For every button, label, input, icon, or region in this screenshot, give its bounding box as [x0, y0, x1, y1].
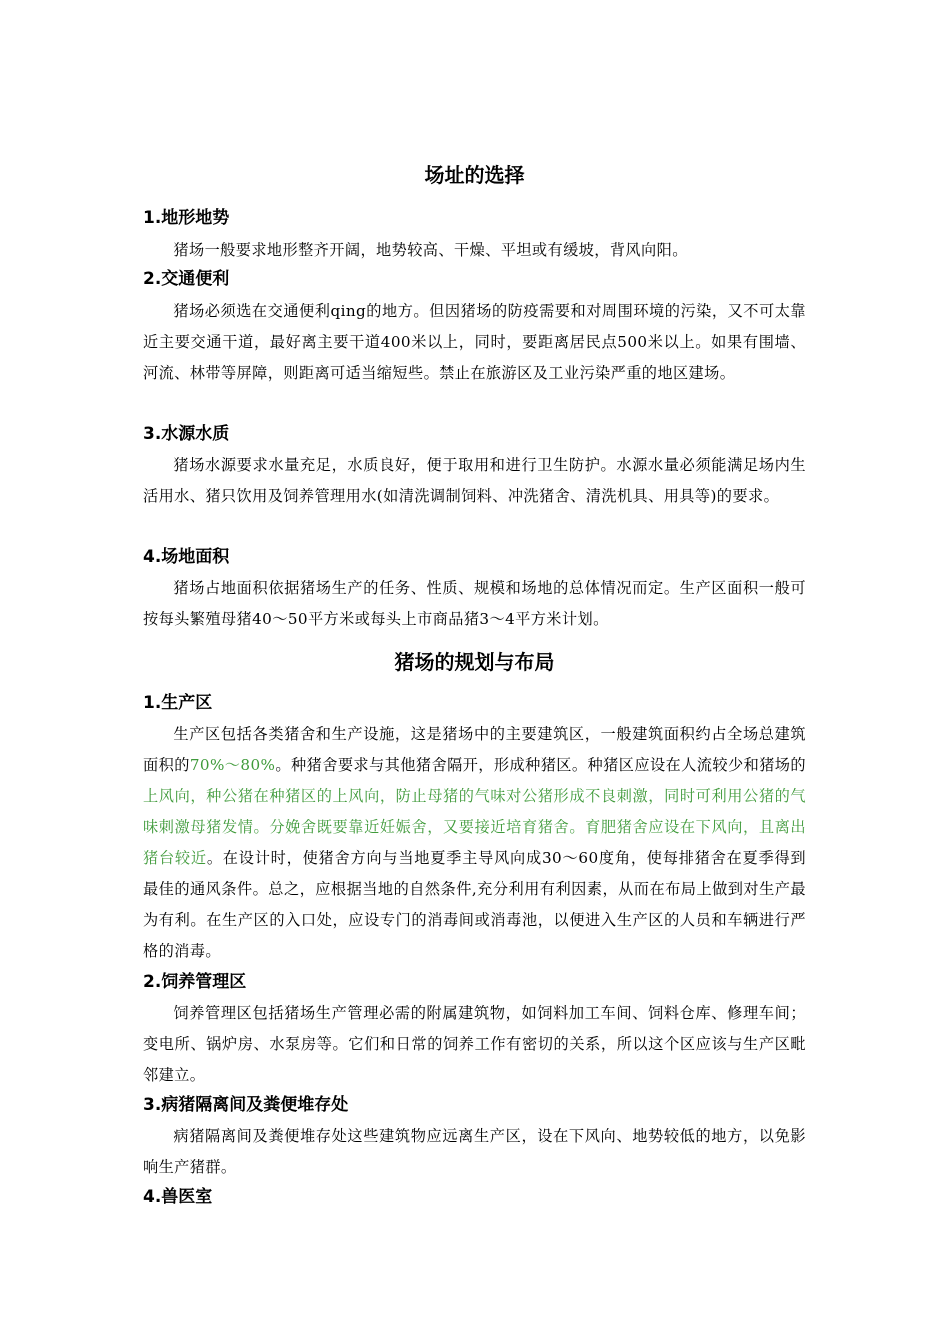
highlight-text: 上风向，种公猪在种猪区的上风向，防止母猪的气味对公猪形成不良刺激，同时可利用公猪的气味刺激母猪发情。分娩舍既要靠近妊娠舍，又要接近培育猪舍。育肥猪舍应设在下风向，且离出猪台较近	[143, 787, 806, 867]
heading-production-zone: 1.生产区	[143, 693, 213, 713]
paragraph-production-zone	[143, 719, 806, 967]
text-segment: 。在设计时，使猪舍方向与当地夏季主导风向成30～60度角，使每排猪舍在夏季得到最佳的通风条件。总之，应根据当地的自然条件,充分利用有利因素，从而在布局上做到对生产最为有利。在生产区的入口处，应设专门的消毒间或消毒池，以便进入生产区的人员和车辆进行严格的消毒。	[143, 849, 806, 960]
heading-water-source: 3.水源水质	[143, 424, 230, 444]
heading-site-area: 4.场地面积	[143, 547, 230, 567]
heading-management-zone: 2.饲养管理区	[143, 972, 247, 992]
text-segment: 生产区包括各类猪舍和生产设施，这是猪场中的主要建筑区，一般建筑面积约占全场总建筑面积的	[143, 725, 806, 774]
heading-transport: 2.交通便利	[143, 269, 230, 289]
section-title-site-selection: 场址的选择	[424, 163, 525, 187]
paragraph-management-zone: 饲养管理区包括猪场生产管理必需的附属建筑物，如饲料加工车间、饲料仓库、修理车间；变电所、锅炉房、水泵房等。它们和日常的饲养工作有密切的关系，所以这个区应该与生产区毗邻建立。	[143, 1004, 806, 1084]
paragraph-site-area: 猪场占地面积依据猪场生产的任务、性质、规模和场地的总体情况而定。生产区面积一般可按每头繁殖母猪40～50平方米或每头上市商品猪3～4平方米计划。	[143, 579, 806, 628]
paragraph-isolation-manure: 病猪隔离间及粪便堆存处这些建筑物应远离生产区，设在下风向、地势较低的地方，以免影响生产猪群。	[143, 1127, 806, 1176]
paragraph-terrain: 猪场一般要求地形整齐开阔，地势较高、干燥、平坦或有缓坡，背风向阳。	[173, 241, 688, 259]
paragraph-water-source: 猪场水源要求水量充足，水质良好，便于取用和进行卫生防护。水源水量必须能满足场内生活用水、猪只饮用及饲养管理用水(如清洗调制饲料、冲洗猪舍、清洗机具、用具等)的要求。	[143, 456, 806, 505]
highlight-text: 70%～80%	[189, 756, 276, 774]
heading-veterinary-room: 4.兽医室	[143, 1187, 213, 1207]
heading-isolation-manure: 3.病猪隔离间及粪便堆存处	[143, 1095, 349, 1115]
section-title-planning-layout: 猪场的规划与布局	[394, 650, 555, 674]
paragraph-transport: 猪场必须选在交通便利qing的地方。但因猪场的防疫需要和对周围环境的污染，又不可太靠近主要交通干道，最好离主要干道400米以上，同时，要距离居民点500米以上。如果有围墙、河流、林带等屏障，则距离可适当缩短些。禁止在旅游区及工业污染严重的地区建场。	[143, 302, 806, 382]
heading-terrain: 1.地形地势	[143, 208, 230, 228]
text-segment: 。种猪舍要求与其他猪舍隔开，形成种猪区。种猪区应设在人流较少和猪场的	[275, 756, 806, 774]
